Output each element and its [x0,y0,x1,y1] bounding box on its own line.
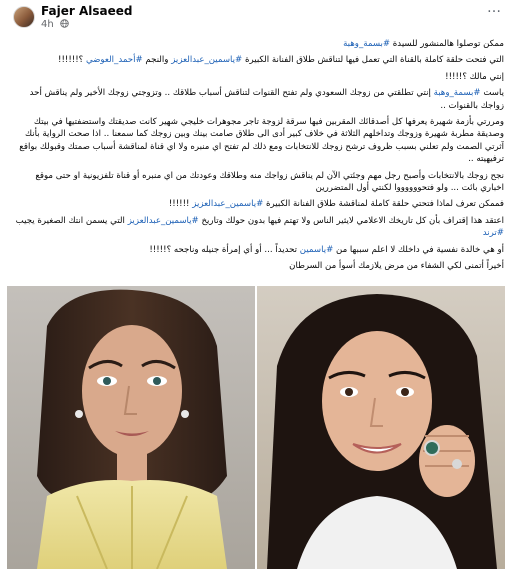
post-paragraph [10,198,504,210]
post-text-segment: !!!!!! [168,199,193,210]
hashtag-link[interactable]: #بسمة_وهبة [343,39,391,49]
hashtag-link[interactable]: #أحمد_العوضي [85,55,143,66]
post-text-segment: نجح زوجك بالانتخابات وأصبح رجل مهم وجئتي الآن لم يناقش زواجك منه وطلاقك وعودتك من اي منبره أو قناة تلفزيونية او حتى موقع اخباري بائت ... ولو فتحووووووا لكنتي أول المتضررين [35,170,504,194]
post-text [10,38,504,284]
post-text-segment: التي فتحت حلقة كاملة بالقناة التي تعمل فيها لتناقش طلاق الفنانة الكبيرة [242,55,504,66]
post-header [0,0,512,36]
post-text-segment: التي يسمن انتك الصغيرة يجيب [15,215,128,226]
post-text-segment: إنتي تطلقتي من زوجك السعودي ولم تفتح القنوات لتناقش أسباب طلاقك .. وتزوجتي زوجك الأخير ولم يناقش أحد زواجك بالقنوات .. [29,88,504,111]
post-text-segment: ياست [480,88,504,99]
globe-icon [60,19,69,28]
post-text-segment: ومررتي بأزمة شهيرة يعرفها كل أصدقائك المقربين فيها سرقة لزوجة تاجر مجوهرات خليجي شهير كانت صديقتك واستضفتيها في بيتك وصديقة مطربة شهيرة وزوجك وتداخلهم الثلاثة في خلاف كبير أدى الى طلاق صامت بينك وبين زوجك كما سمعنا .. اذا صحت الرواية بأنك آثرتي الصمت ولم تعلني بسبب ظروف ترشح زوجك للانتخابات ومع ذلك لم تفتح اي منبره ولا اي قناة لمناقشة أسباب صمتك وقبولك بواقع ترفيهيته .. [19,117,504,165]
author-name[interactable]: Fajer Alsaeed [41,4,133,18]
hashtag-link[interactable]: #بسمة_وهبة [433,88,481,99]
photo-left[interactable] [7,286,255,569]
post-text-segment: فممكن تعرف لماذا فتحتي حلقة كاملة لمناقشة طلاق الفنانة الكبيرة [263,199,504,210]
post-text-segment: ممكن توصلوا هالمنشور للسيدة [390,39,504,49]
post-paragraph [10,260,504,272]
post-text-segment: إنتي مالك ؟!!!!! [445,71,504,82]
author-avatar[interactable] [13,6,35,28]
post-paragraph [10,71,504,83]
post-text-segment: ؟!!!!!! [58,55,86,66]
post-time[interactable]: 4h [41,19,54,30]
hashtag-link[interactable]: #ياسمين_عبدالعزيز [127,215,199,226]
woman-portrait-left-image [7,286,255,569]
post-paragraph [10,244,504,256]
post-text-segment: اعتقد هذا إقتراف بأن كل تاريخك الاعلامي لايثير الناس ولا تهتم فيها بدون حولك وتاريخ [198,215,504,226]
post-paragraph [10,170,504,195]
post-meta [41,19,69,30]
post-paragraph [10,54,504,66]
post-text-segment: أخيراً أتمنى لكي الشفاء من مرض يلازمك أسوأ من السرطان [289,261,504,272]
hashtag-link[interactable]: #ياسمين_عبدالعزيز [192,199,264,210]
post-text-segment: والنجم [142,55,172,66]
post-paragraph [10,38,504,50]
post-paragraph [10,116,504,166]
photo-right[interactable] [257,286,505,569]
post-photos [7,286,505,569]
post-paragraph [10,215,504,240]
post-text-segment: أو هي خالدة نفسية في داخلك لا اعلم سببها من [333,244,504,255]
post-paragraph [10,87,504,112]
hashtag-link[interactable]: #ياسمين [299,244,334,255]
woman-portrait-right-image [257,286,505,569]
more-options-icon[interactable]: … [487,0,501,16]
hashtag-link[interactable]: #ترند [482,228,504,239]
hashtag-link[interactable]: #ياسمين_عبدالعزيز [171,55,243,66]
post-text-segment: تحديداً ... أو أي إمرأة جنيله وناجحه ؟!!!!! [149,244,300,255]
